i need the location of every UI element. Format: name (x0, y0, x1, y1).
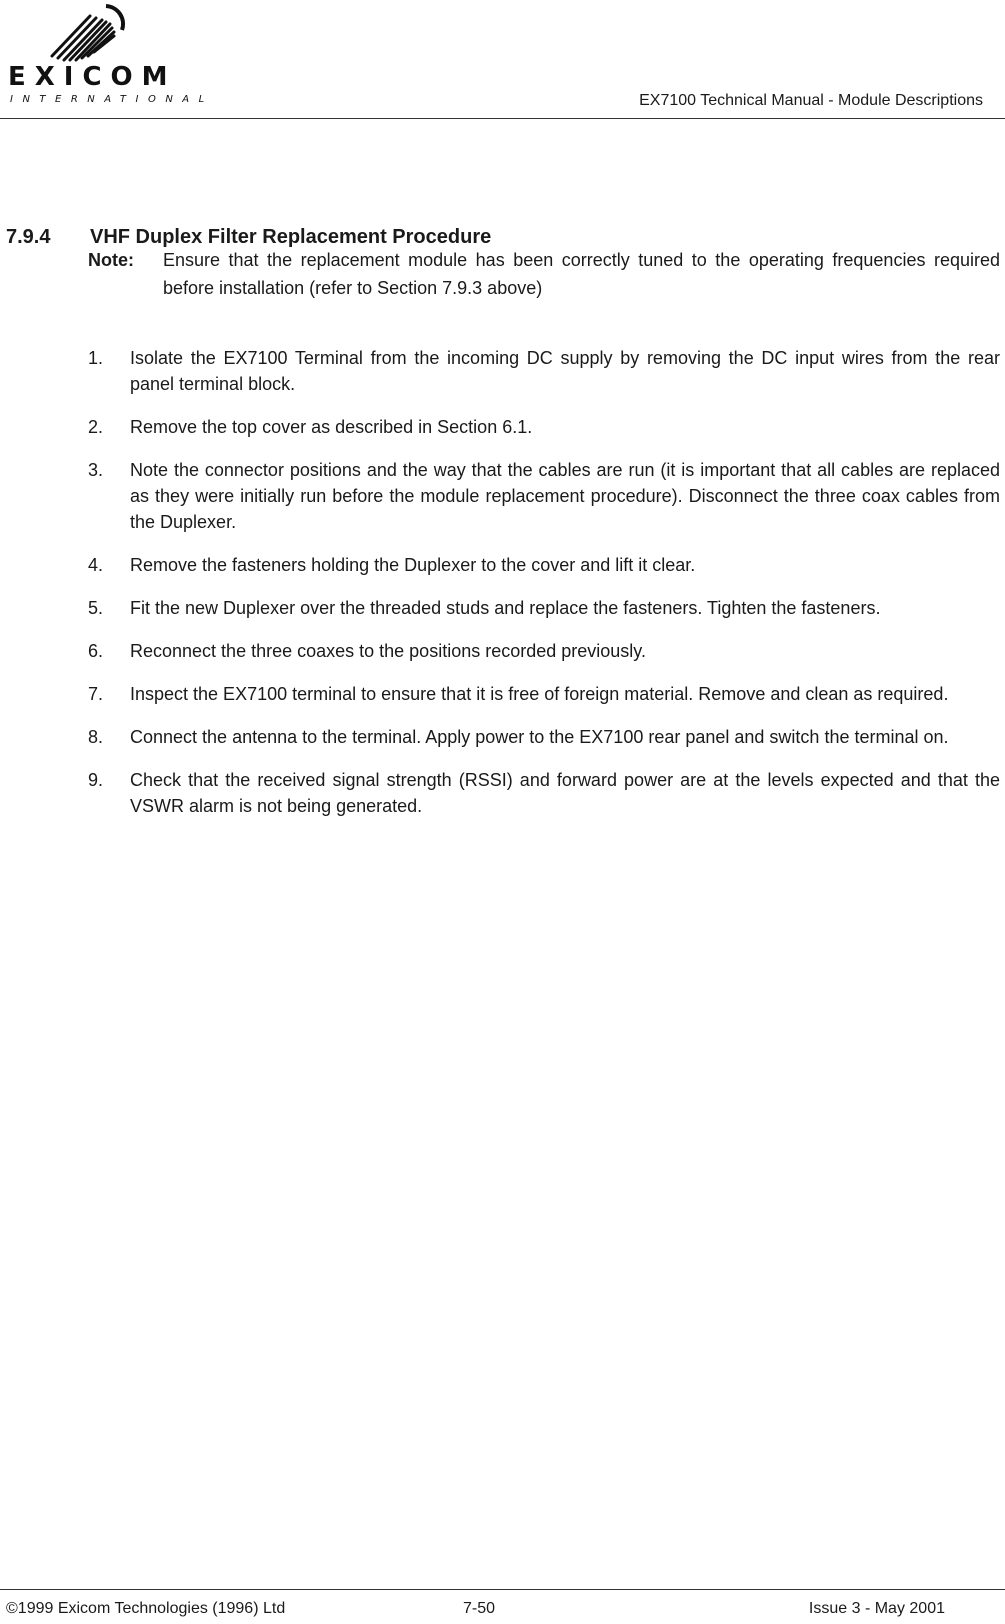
list-item (88, 638, 1000, 664)
logo-subtitle: INTERNATIONAL (10, 94, 214, 105)
step-number: 2. (88, 417, 104, 437)
footer-page-number: 7-50 (463, 1600, 496, 1617)
step-text: Reconnect the three coaxes to the positions recorded previously. (130, 641, 646, 661)
footer-divider (0, 1589, 1005, 1590)
note-block (88, 246, 1000, 302)
logo-wordmark: EXICOM (8, 62, 177, 92)
step-number: 4. (88, 555, 104, 575)
list-item (88, 414, 1000, 440)
list-item (88, 457, 1000, 535)
list-item (88, 345, 1000, 397)
step-number: 7. (88, 684, 104, 704)
page-header-title: EX7100 Technical Manual - Module Descriptions (639, 92, 983, 109)
list-item (88, 724, 1000, 750)
note-text: Ensure that the replacement module has been correctly tuned to the operating frequencies required before installation (refer to Section 7.9.3 above) (163, 250, 1000, 298)
section-number: 7.9.4 (6, 226, 51, 248)
step-number: 6. (88, 641, 104, 661)
footer-copyright: ©1999 Exicom Technologies (1996) Ltd (6, 1600, 286, 1617)
step-text: Remove the top cover as described in Section 6.1. (130, 417, 533, 437)
list-item (88, 595, 1000, 621)
step-text: Isolate the EX7100 Terminal from the incoming DC supply by removing the DC input wires from the rear panel terminal block. (130, 348, 1000, 394)
step-text: Check that the received signal strength (RSSI) and forward power are at the levels expected and that the VSWR alarm is not being generated. (130, 770, 1000, 816)
company-logo (4, 0, 214, 110)
footer-issue: Issue 3 - May 2001 (808, 1600, 945, 1617)
step-number: 5. (88, 598, 104, 618)
note-label: Note: (88, 250, 134, 270)
step-number: 1. (88, 348, 104, 368)
step-text: Note the connector positions and the way that the cables are run (it is important that all cables are replaced as they were initially run before the module replacement procedure). Disconnect the three coax cables from the Duplexer. (130, 460, 1000, 532)
list-item (88, 552, 1000, 578)
step-text: Connect the antenna to the terminal. Apply power to the EX7100 rear panel and switch the terminal on. (130, 727, 949, 747)
step-text: Inspect the EX7100 terminal to ensure that it is free of foreign material. Remove and clean as required. (130, 684, 949, 704)
step-number: 9. (88, 770, 104, 790)
step-number: 8. (88, 727, 104, 747)
section-title: VHF Duplex Filter Replacement Procedure (90, 226, 492, 248)
step-number: 3. (88, 460, 104, 480)
procedure-steps (88, 345, 1000, 836)
list-item (88, 681, 1000, 707)
logo-swoosh-icon (44, 0, 144, 64)
step-text: Fit the new Duplexer over the threaded studs and replace the fasteners. Tighten the fasteners. (130, 598, 881, 618)
list-item (88, 767, 1000, 819)
step-text: Remove the fasteners holding the Duplexer to the cover and lift it clear. (130, 555, 696, 575)
header-divider (0, 118, 1005, 119)
